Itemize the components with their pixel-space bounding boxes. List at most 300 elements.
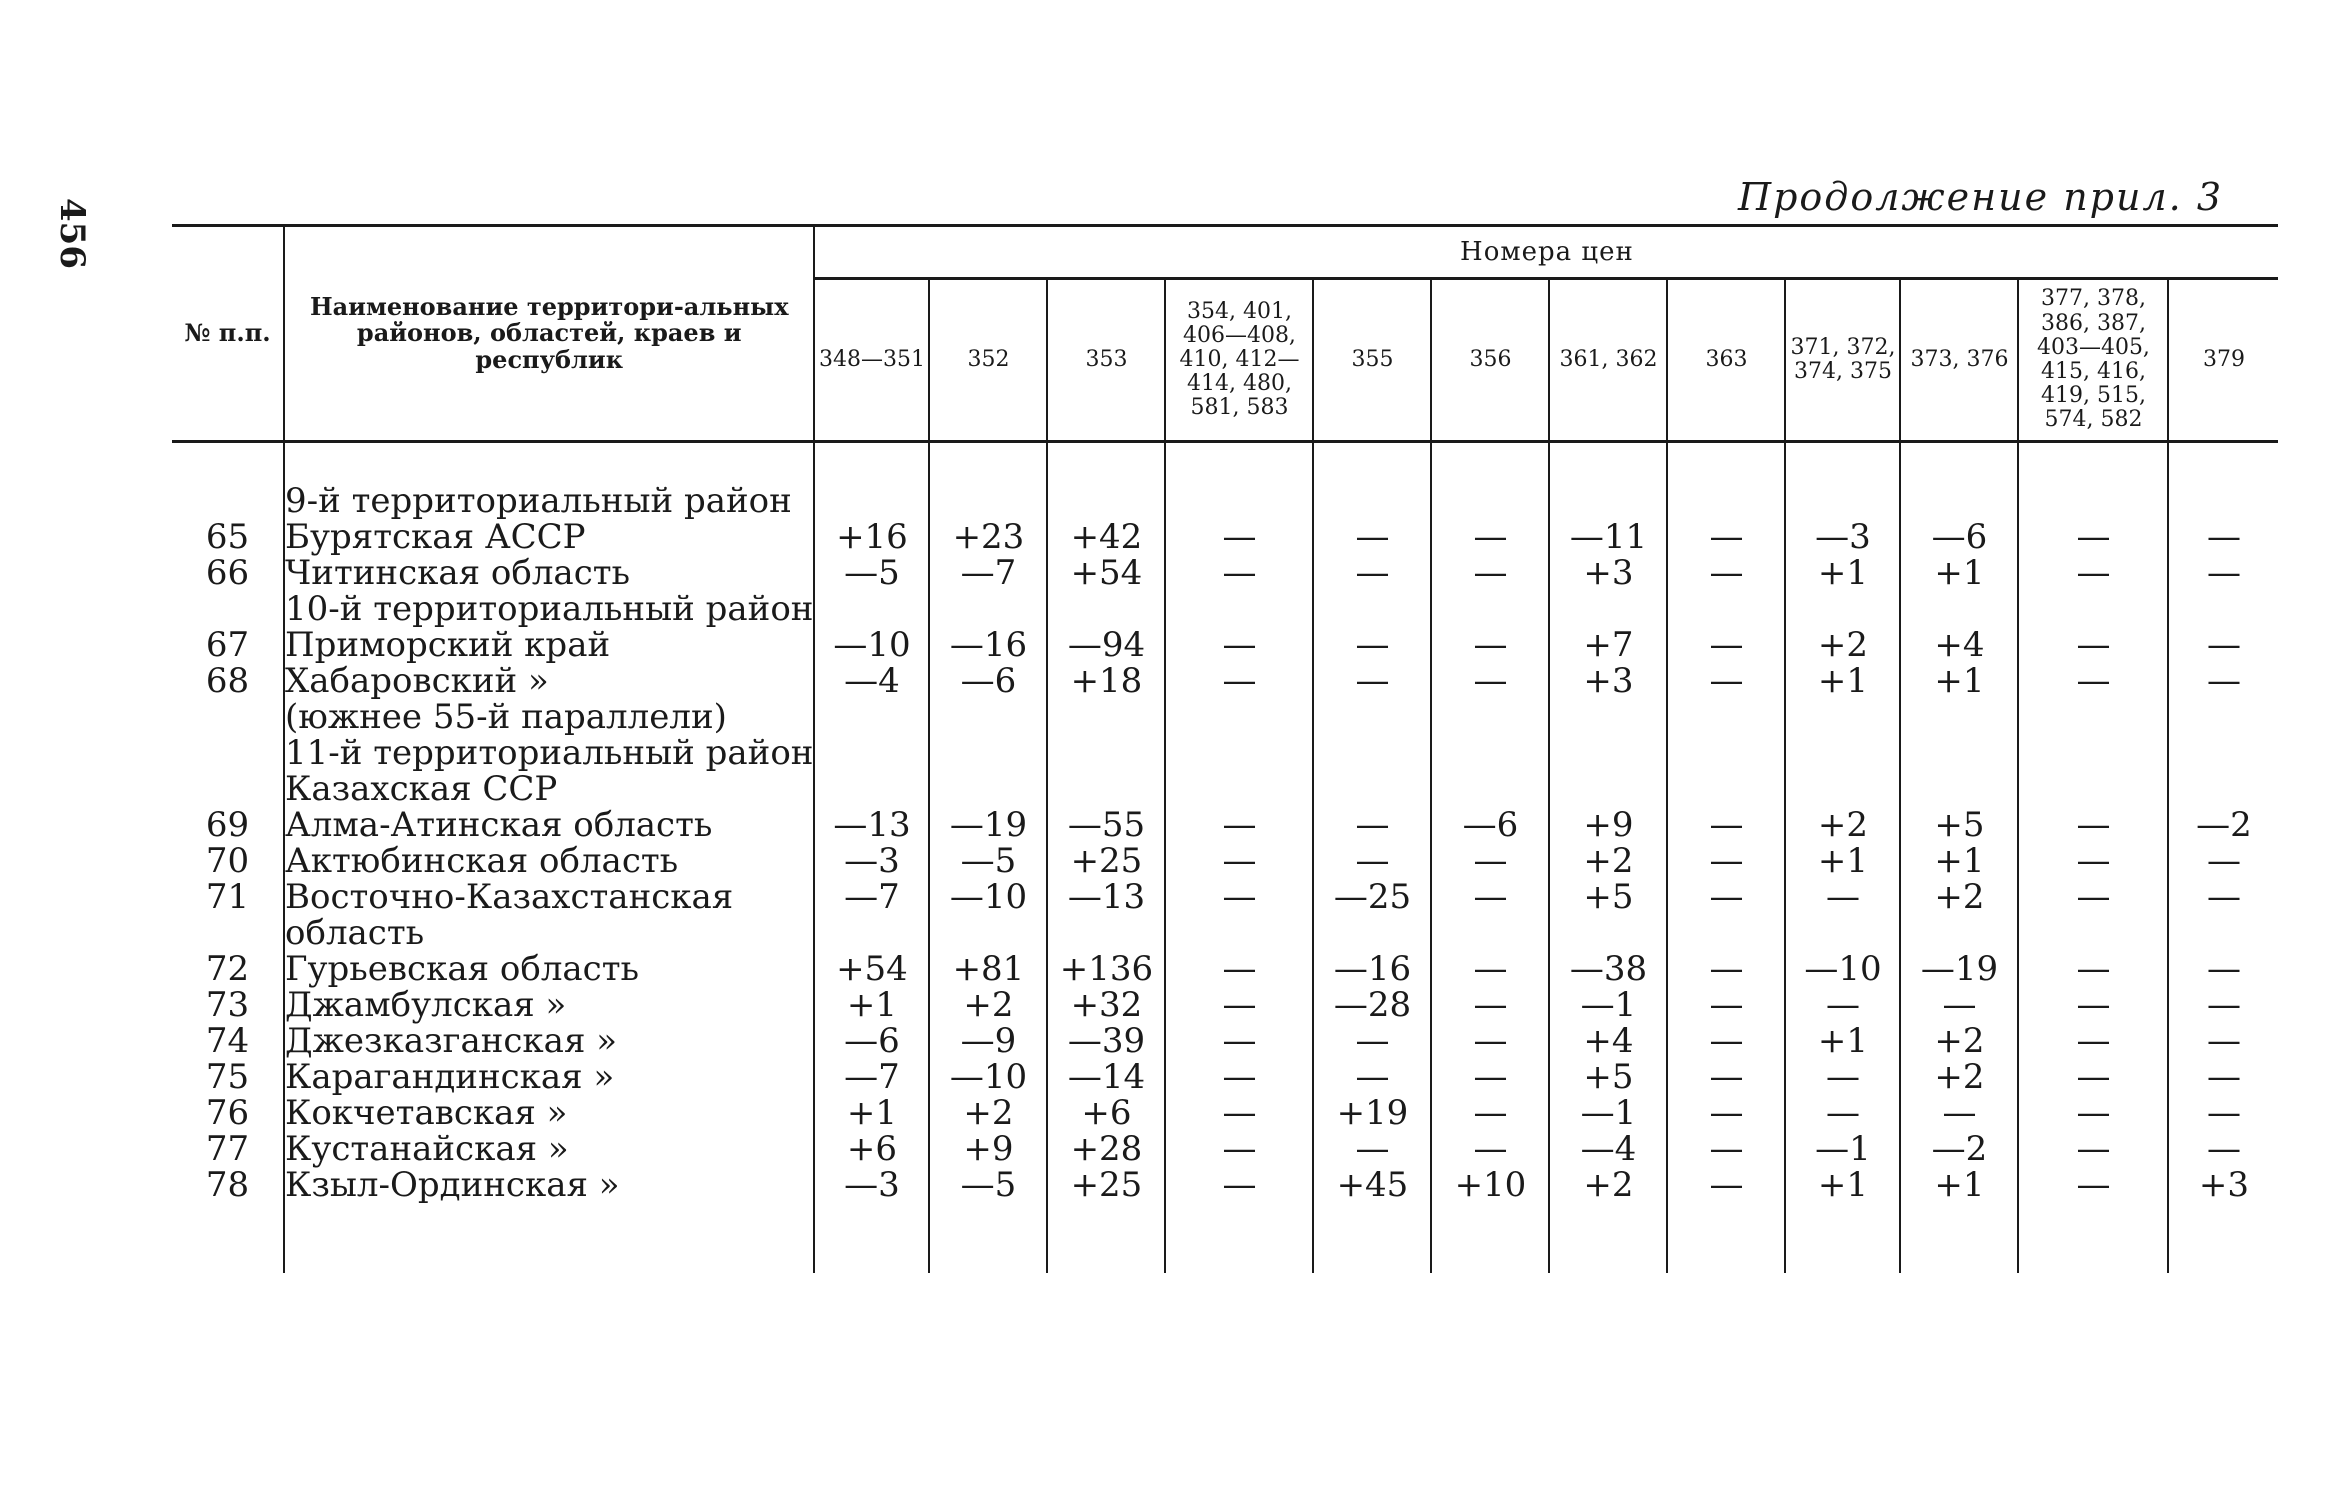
value-cell: —7 — [814, 879, 929, 915]
value-cell: — — [1165, 843, 1313, 879]
price-column-header: 363 — [1667, 279, 1785, 442]
value-cell: — — [1313, 663, 1431, 699]
value-cell — [814, 591, 929, 627]
value-cell: +3 — [1549, 663, 1667, 699]
region-name: Кустанайская » — [284, 1131, 814, 1167]
row-number — [172, 771, 284, 807]
value-cell: +81 — [929, 951, 1047, 987]
value-cell: — — [1165, 1095, 1313, 1131]
value-cell: — — [1667, 1059, 1785, 1095]
price-column-header: 353 — [1047, 279, 1165, 442]
value-cell: — — [1165, 555, 1313, 591]
value-cell: — — [1313, 843, 1431, 879]
region-name: Гурьевская область — [284, 951, 814, 987]
value-cell: —38 — [1549, 951, 1667, 987]
value-cell — [2168, 591, 2278, 627]
value-cell: +6 — [1047, 1095, 1165, 1131]
value-cell: — — [1900, 987, 2018, 1023]
value-cell: — — [1667, 519, 1785, 555]
value-cell — [1785, 483, 1900, 519]
value-cell: — — [1313, 1023, 1431, 1059]
value-cell: — — [2018, 1059, 2168, 1095]
value-cell — [1431, 591, 1549, 627]
value-cell: +2 — [1549, 843, 1667, 879]
price-column-header: 373, 376 — [1900, 279, 2018, 442]
value-cell: — — [2018, 1023, 2168, 1059]
value-cell — [1667, 591, 1785, 627]
value-cell: +28 — [1047, 1131, 1165, 1167]
value-cell: +1 — [1900, 1167, 2018, 1203]
value-cell: +2 — [1900, 1023, 2018, 1059]
value-cell: — — [2168, 1095, 2278, 1131]
value-cell: — — [2168, 1059, 2278, 1095]
value-cell: +32 — [1047, 987, 1165, 1023]
row-number — [172, 915, 284, 951]
value-cell — [1667, 735, 1785, 771]
value-cell: —2 — [2168, 807, 2278, 843]
value-cell: —1 — [1549, 1095, 1667, 1131]
value-cell: +3 — [1549, 555, 1667, 591]
value-cell: —4 — [814, 663, 929, 699]
section-heading: 9-й территориальный район — [284, 483, 814, 519]
value-cell: — — [2018, 843, 2168, 879]
value-cell: — — [1667, 1167, 1785, 1203]
value-cell — [1785, 915, 1900, 951]
value-cell — [1165, 699, 1313, 735]
value-cell: — — [2018, 951, 2168, 987]
value-cell — [1785, 699, 1900, 735]
value-cell — [2018, 483, 2168, 519]
value-cell: — — [2168, 987, 2278, 1023]
value-cell — [1047, 591, 1165, 627]
region-name: Казахская ССР — [284, 771, 814, 807]
tail-row — [172, 1203, 2278, 1273]
value-cell: — — [1785, 1059, 1900, 1095]
row-number: 72 — [205, 949, 250, 989]
value-cell: +1 — [1900, 555, 2018, 591]
value-cell: — — [2168, 519, 2278, 555]
row-number: 73 — [205, 985, 250, 1025]
value-cell: — — [1667, 807, 1785, 843]
price-adjustment-table — [172, 224, 2278, 1273]
continuation-header: Продолжение прил. 3 — [1737, 175, 2223, 219]
value-cell — [814, 483, 929, 519]
value-cell: —6 — [1900, 519, 2018, 555]
value-cell: — — [1165, 879, 1313, 915]
value-cell: — — [2168, 1131, 2278, 1167]
value-cell: —94 — [1047, 627, 1165, 663]
value-cell: +2 — [1900, 1059, 2018, 1095]
value-cell: +2 — [1785, 627, 1900, 663]
value-cell: — — [1785, 879, 1900, 915]
region-name: область — [284, 915, 814, 951]
value-cell: — — [1667, 1095, 1785, 1131]
row-number — [172, 735, 284, 771]
value-cell: +19 — [1313, 1095, 1431, 1131]
value-cell: — — [2018, 627, 2168, 663]
value-cell: —10 — [1785, 951, 1900, 987]
header-name: Наименование территори-альных районов, областей, краев и республик — [284, 226, 814, 442]
value-cell — [1785, 735, 1900, 771]
region-name: Актюбинская область — [284, 843, 814, 879]
value-cell: — — [1165, 1167, 1313, 1203]
value-cell: —2 — [1900, 1131, 2018, 1167]
value-cell: —14 — [1047, 1059, 1165, 1095]
value-cell — [1313, 915, 1431, 951]
value-cell: —7 — [814, 1059, 929, 1095]
value-cell: — — [1667, 1131, 1785, 1167]
value-cell — [2168, 735, 2278, 771]
price-column-header: 356 — [1431, 279, 1549, 442]
value-cell: —13 — [814, 807, 929, 843]
value-cell: — — [1667, 987, 1785, 1023]
value-cell: — — [2168, 1023, 2278, 1059]
value-cell: —5 — [929, 843, 1047, 879]
value-cell: — — [1431, 1095, 1549, 1131]
region-name: Читинская область — [284, 555, 814, 591]
value-cell — [1667, 699, 1785, 735]
table-row — [172, 519, 2278, 555]
section-heading-row — [172, 735, 2278, 771]
value-cell — [929, 483, 1047, 519]
value-cell — [2168, 699, 2278, 735]
row-number: 66 — [205, 553, 250, 593]
value-cell: — — [1165, 987, 1313, 1023]
value-cell: — — [1431, 1059, 1549, 1095]
value-cell: —11 — [1549, 519, 1667, 555]
value-cell: —16 — [929, 627, 1047, 663]
value-cell: — — [1667, 627, 1785, 663]
region-name: Кокчетавская » — [284, 1095, 814, 1131]
row-number: 70 — [205, 841, 250, 881]
row-number: 76 — [205, 1093, 250, 1133]
value-cell: +4 — [1900, 627, 2018, 663]
value-cell: — — [2168, 555, 2278, 591]
value-cell: — — [1313, 627, 1431, 663]
price-column-header: 348—351 — [814, 279, 929, 442]
price-column-header: 379 — [2168, 279, 2278, 442]
value-cell — [1900, 915, 2018, 951]
value-cell: —3 — [1785, 519, 1900, 555]
value-cell: — — [1431, 879, 1549, 915]
value-cell: +23 — [929, 519, 1047, 555]
price-column-header: 354, 401, 406—408, 410, 412—414, 480, 581, 583 — [1165, 279, 1313, 442]
value-cell: — — [1667, 663, 1785, 699]
value-cell: —5 — [814, 555, 929, 591]
value-cell — [929, 591, 1047, 627]
value-cell: — — [1431, 663, 1549, 699]
value-cell: —6 — [1431, 807, 1549, 843]
value-cell: —6 — [814, 1023, 929, 1059]
row-number — [172, 591, 284, 627]
value-cell: — — [2168, 951, 2278, 987]
value-cell: — — [1431, 627, 1549, 663]
value-cell: —25 — [1313, 879, 1431, 915]
value-cell — [814, 735, 929, 771]
region-name: Карагандинская » — [284, 1059, 814, 1095]
value-cell — [1667, 771, 1785, 807]
row-number — [172, 483, 284, 519]
value-cell: +1 — [1785, 555, 1900, 591]
value-cell: — — [1431, 1131, 1549, 1167]
value-cell: —4 — [1549, 1131, 1667, 1167]
value-cell: —7 — [929, 555, 1047, 591]
value-cell — [929, 771, 1047, 807]
value-cell — [814, 771, 929, 807]
row-number: 78 — [205, 1165, 250, 1205]
value-cell: +7 — [1549, 627, 1667, 663]
value-cell: — — [1165, 807, 1313, 843]
table-row — [172, 627, 2278, 663]
value-cell — [1431, 699, 1549, 735]
value-cell: —10 — [929, 879, 1047, 915]
value-cell: — — [2168, 627, 2278, 663]
value-cell — [1549, 915, 1667, 951]
value-cell — [1431, 771, 1549, 807]
value-cell: +1 — [814, 987, 929, 1023]
value-cell — [1313, 483, 1431, 519]
value-cell: —55 — [1047, 807, 1165, 843]
region-name: Хабаровский » — [284, 663, 814, 699]
value-cell — [1785, 591, 1900, 627]
value-cell: — — [1313, 1131, 1431, 1167]
value-cell: — — [1431, 555, 1549, 591]
continuation-row — [172, 771, 2278, 807]
value-cell: — — [1165, 519, 1313, 555]
value-cell: — — [2018, 879, 2168, 915]
table-row — [172, 555, 2278, 591]
value-cell: — — [1667, 555, 1785, 591]
value-cell — [1900, 483, 2018, 519]
value-cell: — — [1900, 1095, 2018, 1131]
value-cell — [1313, 591, 1431, 627]
value-cell — [1313, 735, 1431, 771]
row-number: 71 — [205, 877, 250, 917]
value-cell: +2 — [929, 987, 1047, 1023]
value-cell: — — [2018, 1167, 2168, 1203]
value-cell: +1 — [1785, 1023, 1900, 1059]
region-name: Восточно-Казахстанская — [284, 879, 814, 915]
value-cell: +2 — [1549, 1167, 1667, 1203]
value-cell: — — [1165, 663, 1313, 699]
value-cell: —10 — [929, 1059, 1047, 1095]
value-cell: — — [1667, 843, 1785, 879]
value-cell: —19 — [1900, 951, 2018, 987]
value-cell — [929, 735, 1047, 771]
value-cell: +25 — [1047, 843, 1165, 879]
value-cell: — — [2018, 1095, 2168, 1131]
value-cell: — — [2168, 663, 2278, 699]
table-row — [172, 807, 2278, 843]
value-cell: +1 — [814, 1095, 929, 1131]
value-cell — [2018, 735, 2168, 771]
value-cell — [1165, 483, 1313, 519]
value-cell: +9 — [1549, 807, 1667, 843]
region-name: Джамбулская » — [284, 987, 814, 1023]
value-cell: — — [2018, 807, 2168, 843]
value-cell: —5 — [929, 1167, 1047, 1203]
value-cell: — — [2168, 843, 2278, 879]
page-number: 456 — [52, 198, 92, 269]
value-cell: —13 — [1047, 879, 1165, 915]
value-cell — [1431, 735, 1549, 771]
value-cell — [2018, 771, 2168, 807]
value-cell: +25 — [1047, 1167, 1165, 1203]
value-cell — [2168, 771, 2278, 807]
value-cell: +1 — [1785, 663, 1900, 699]
region-name: Алма-Атинская область — [284, 807, 814, 843]
value-cell: +2 — [1900, 879, 2018, 915]
table-row — [172, 879, 2278, 915]
value-cell: —1 — [1549, 987, 1667, 1023]
table-row — [172, 951, 2278, 987]
table-body — [172, 442, 2278, 1274]
row-number: 77 — [205, 1129, 250, 1169]
value-cell: +2 — [1785, 807, 1900, 843]
value-cell — [1549, 483, 1667, 519]
value-cell — [1313, 699, 1431, 735]
value-cell: —39 — [1047, 1023, 1165, 1059]
value-cell — [1047, 735, 1165, 771]
value-cell — [2168, 915, 2278, 951]
region-name: Кзыл-Ординская » — [284, 1167, 814, 1203]
value-cell: +45 — [1313, 1167, 1431, 1203]
value-cell — [1549, 771, 1667, 807]
value-cell — [1900, 735, 2018, 771]
value-cell — [1165, 591, 1313, 627]
spacer-row — [172, 442, 2278, 484]
value-cell: +136 — [1047, 951, 1165, 987]
value-cell: +9 — [929, 1131, 1047, 1167]
value-cell: — — [1165, 1059, 1313, 1095]
value-cell — [1047, 915, 1165, 951]
value-cell: — — [1165, 1131, 1313, 1167]
value-cell: —9 — [929, 1023, 1047, 1059]
value-cell: — — [2018, 555, 2168, 591]
table-row — [172, 1167, 2278, 1203]
region-name: Бурятская АССР — [284, 519, 814, 555]
value-cell — [1165, 735, 1313, 771]
value-cell: — — [1313, 807, 1431, 843]
value-cell: — — [1431, 1023, 1549, 1059]
price-column-header: 361, 362 — [1549, 279, 1667, 442]
value-cell: — — [1165, 951, 1313, 987]
section-heading: 11-й территориальный район — [285, 733, 814, 773]
value-cell: +10 — [1431, 1167, 1549, 1203]
value-cell — [929, 699, 1047, 735]
value-cell: +1 — [1785, 843, 1900, 879]
value-cell: — — [2018, 1131, 2168, 1167]
value-cell: +4 — [1549, 1023, 1667, 1059]
value-cell — [1900, 591, 2018, 627]
value-cell: +42 — [1047, 519, 1165, 555]
value-cell — [1667, 483, 1785, 519]
section-heading-row — [172, 591, 2278, 627]
row-number: 65 — [205, 517, 250, 557]
table-row — [172, 663, 2278, 699]
price-column-header: 371, 372, 374, 375 — [1785, 279, 1900, 442]
value-cell: — — [1431, 843, 1549, 879]
price-column-header: 355 — [1313, 279, 1431, 442]
value-cell: — — [1165, 1023, 1313, 1059]
value-cell: —1 — [1785, 1131, 1900, 1167]
value-cell — [1047, 771, 1165, 807]
value-cell: +5 — [1549, 1059, 1667, 1095]
region-name: (южнее 55-й параллели) — [284, 699, 814, 735]
value-cell — [1313, 771, 1431, 807]
value-cell — [1549, 591, 1667, 627]
continuation-row — [172, 915, 2278, 951]
value-cell: +54 — [814, 951, 929, 987]
value-cell — [2018, 591, 2168, 627]
value-cell: +5 — [1549, 879, 1667, 915]
row-number: 74 — [205, 1021, 250, 1061]
continuation-row — [172, 699, 2278, 735]
value-cell: — — [2018, 519, 2168, 555]
value-cell: +1 — [1900, 663, 2018, 699]
value-cell: —19 — [929, 807, 1047, 843]
region-name: Джезказганская » — [284, 1023, 814, 1059]
value-cell: +6 — [814, 1131, 929, 1167]
value-cell — [1047, 483, 1165, 519]
value-cell: —16 — [1313, 951, 1431, 987]
table-row — [172, 1131, 2278, 1167]
table-row — [172, 843, 2278, 879]
value-cell — [1549, 735, 1667, 771]
value-cell: +1 — [1900, 843, 2018, 879]
value-cell — [1165, 771, 1313, 807]
row-number: 67 — [205, 625, 250, 665]
value-cell — [814, 915, 929, 951]
region-name: Приморский край — [284, 627, 814, 663]
value-cell: — — [2018, 663, 2168, 699]
value-cell: — — [1313, 519, 1431, 555]
value-cell: —10 — [814, 627, 929, 663]
header-row-number: № п.п. — [172, 226, 284, 442]
value-cell: —28 — [1313, 987, 1431, 1023]
value-cell — [1165, 915, 1313, 951]
value-cell: — — [1667, 951, 1785, 987]
value-cell — [2018, 699, 2168, 735]
table-row — [172, 987, 2278, 1023]
value-cell: —3 — [814, 843, 929, 879]
value-cell — [929, 915, 1047, 951]
row-number: 69 — [205, 805, 250, 845]
row-number: 75 — [205, 1057, 250, 1097]
value-cell — [1431, 915, 1549, 951]
value-cell: — — [1313, 555, 1431, 591]
value-cell — [1785, 771, 1900, 807]
price-column-header: 377, 378, 386, 387, 403—405, 415, 416, 419, 515, 574, 582 — [2018, 279, 2168, 442]
value-cell: — — [1431, 987, 1549, 1023]
value-cell: — — [2168, 879, 2278, 915]
value-cell — [1431, 483, 1549, 519]
table-row — [172, 1059, 2278, 1095]
value-cell: — — [1667, 879, 1785, 915]
value-cell: — — [1431, 951, 1549, 987]
value-cell: +3 — [2168, 1167, 2278, 1203]
value-cell: — — [1785, 987, 1900, 1023]
value-cell: +1 — [1785, 1167, 1900, 1203]
value-cell: +18 — [1047, 663, 1165, 699]
row-number — [172, 699, 284, 735]
value-cell — [1900, 771, 2018, 807]
value-cell: — — [1313, 1059, 1431, 1095]
table-row — [172, 1095, 2278, 1131]
price-column-header: 352 — [929, 279, 1047, 442]
value-cell — [1047, 699, 1165, 735]
header-price-numbers: Номера цен — [814, 226, 2278, 279]
